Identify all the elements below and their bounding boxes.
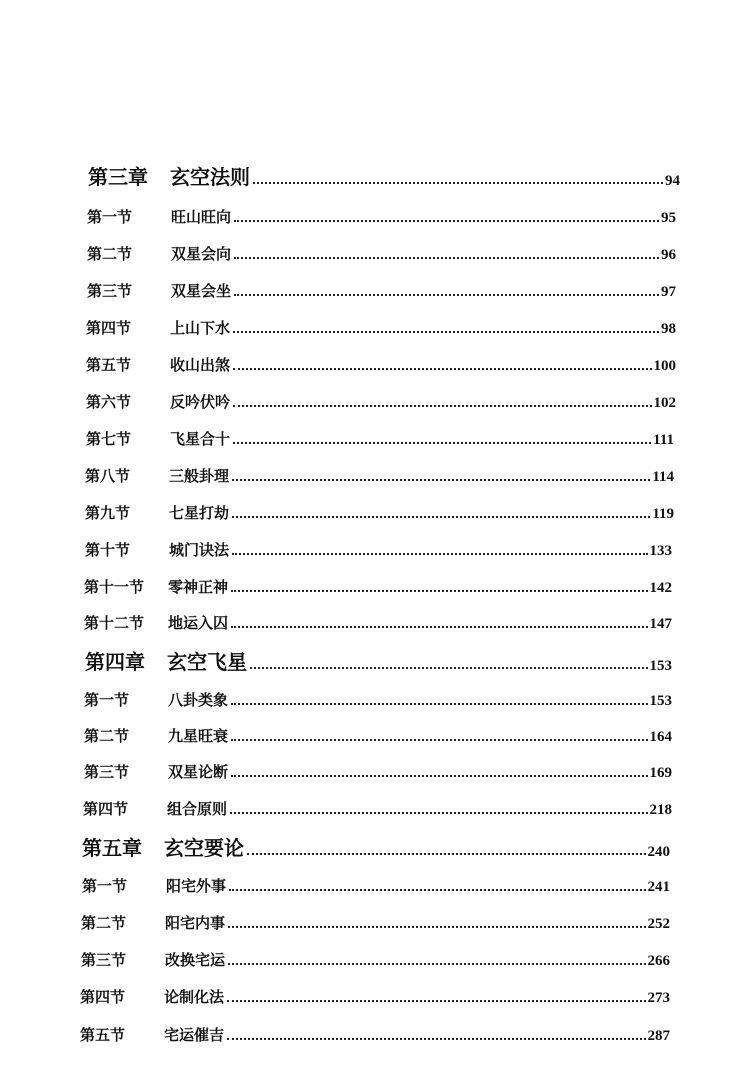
page-number: 98: [661, 321, 676, 337]
section-title: 收山出煞: [170, 356, 231, 374]
section-title: 零神正神: [168, 578, 229, 596]
dot-leader: [232, 516, 650, 518]
dot-leader: [253, 182, 663, 184]
dot-leader: [232, 553, 647, 555]
page-number: 169: [649, 765, 672, 781]
section-title: 飞星合十: [170, 430, 231, 448]
dot-leader: [228, 963, 645, 965]
toc-section-row: [87, 277, 676, 301]
page-number: 102: [653, 395, 676, 411]
page-number: 240: [647, 844, 670, 860]
toc-section-row: [85, 499, 674, 523]
page-number: 133: [649, 543, 672, 559]
toc-section-row: [86, 388, 676, 412]
toc-section-row: [85, 462, 674, 486]
section-title: 双星会坐: [171, 282, 232, 300]
dot-leader: [234, 257, 659, 259]
dot-leader: [234, 294, 659, 296]
section-title: 七星打劫: [169, 504, 230, 522]
dot-leader: [234, 220, 659, 222]
page-number: 273: [647, 990, 670, 1006]
section-title: 八卦类象: [168, 691, 229, 709]
section-title: 宅运催吉: [164, 1026, 225, 1044]
dot-leader: [229, 889, 645, 891]
page-number: 119: [652, 506, 674, 522]
toc-section-row: [81, 946, 670, 970]
section-number: 第四节: [80, 988, 126, 1006]
page-number: 114: [652, 469, 674, 485]
section-number: 第一节: [84, 691, 130, 709]
toc-section-row: [86, 314, 676, 338]
section-title: 改换宅运: [165, 951, 226, 969]
toc-chapter-row: [85, 645, 672, 675]
dot-leader: [231, 775, 647, 777]
section-number: 第九节: [85, 504, 131, 522]
toc-section-row: [80, 983, 670, 1007]
section-title: 三般卦理: [169, 467, 230, 485]
section-number: 第十一节: [84, 578, 145, 596]
section-number: 第二节: [84, 727, 130, 745]
toc-section-row: [83, 795, 672, 819]
dot-leader: [231, 590, 647, 592]
toc-section-row: [86, 351, 676, 375]
section-number: 第十节: [85, 541, 131, 559]
chapter-number: 第四章: [85, 650, 145, 674]
toc-section-row: [81, 909, 670, 933]
chapter-title: 玄空要论: [164, 836, 244, 860]
dot-leader: [233, 331, 659, 333]
section-title: 城门诀法: [169, 541, 230, 559]
section-number: 第五节: [80, 1026, 126, 1044]
toc-section-row: [82, 872, 670, 896]
section-title: 阳宅内事: [165, 914, 226, 932]
chapter-title: 玄空法则: [170, 165, 250, 189]
dot-leader: [233, 442, 651, 444]
section-number: 第三节: [84, 763, 130, 781]
toc-section-row: [84, 573, 672, 597]
section-number: 第八节: [85, 467, 131, 485]
chapter-number: 第三章: [88, 165, 148, 189]
section-title: 上山下水: [170, 319, 231, 337]
page-number: 153: [649, 693, 672, 709]
page-number: 95: [661, 210, 676, 226]
section-number: 第三节: [87, 282, 133, 300]
dot-leader: [233, 405, 651, 407]
dot-leader: [227, 1038, 645, 1040]
page-number: 94: [665, 173, 680, 189]
dot-leader: [233, 368, 651, 370]
dot-leader: [250, 667, 648, 669]
toc-section-row: [80, 1021, 670, 1045]
chapter-title: 玄空飞星: [167, 650, 247, 674]
dot-leader: [231, 739, 647, 741]
toc-section-row: [86, 425, 674, 449]
page-number: 153: [649, 658, 672, 674]
page-number: 164: [649, 729, 672, 745]
page-number: 287: [647, 1028, 670, 1044]
section-number: 第四节: [83, 800, 129, 818]
toc-chapter-row: [82, 831, 670, 861]
section-title: 组合原则: [167, 800, 228, 818]
dot-leader: [231, 703, 647, 705]
toc-section-row: [84, 722, 672, 746]
section-title: 反吟伏吟: [170, 393, 231, 411]
toc-section-row: [87, 203, 676, 227]
page-number: 252: [647, 916, 670, 932]
section-title: 九星旺衰: [168, 727, 229, 745]
page-number: 218: [649, 802, 672, 818]
dot-leader: [230, 812, 647, 814]
toc-section-row: [87, 240, 676, 264]
section-title: 阳宅外事: [166, 877, 227, 895]
section-title: 旺山旺向: [171, 208, 232, 226]
page-number: 100: [653, 358, 676, 374]
section-title: 论制化法: [164, 988, 225, 1006]
page-number: 142: [649, 580, 672, 596]
section-number: 第六节: [86, 393, 132, 411]
dot-leader: [231, 626, 647, 628]
section-number: 第七节: [86, 430, 132, 448]
section-number: 第五节: [86, 356, 132, 374]
section-title: 地运入囚: [168, 614, 229, 632]
toc-section-row: [85, 536, 672, 560]
toc-section-row: [84, 758, 672, 782]
section-number: 第一节: [82, 877, 128, 895]
toc-section-row: [84, 686, 672, 710]
page-number: 241: [647, 879, 670, 895]
page-number: 111: [653, 432, 674, 448]
section-number: 第十二节: [84, 614, 145, 632]
section-number: 第三节: [81, 951, 127, 969]
section-title: 双星会向: [171, 245, 232, 263]
section-number: 第四节: [86, 319, 132, 337]
dot-leader: [228, 926, 645, 928]
chapter-number: 第五章: [82, 836, 142, 860]
page-number: 96: [661, 247, 676, 263]
section-number: 第二节: [81, 914, 127, 932]
dot-leader: [247, 853, 646, 855]
toc-chapter-row: [88, 160, 680, 190]
page-number: 266: [647, 953, 670, 969]
page-number: 97: [661, 284, 676, 300]
section-number: 第二节: [87, 245, 133, 263]
toc-section-row: [84, 609, 672, 633]
section-title: 双星论断: [168, 763, 229, 781]
dot-leader: [232, 479, 650, 481]
dot-leader: [227, 1000, 645, 1002]
section-number: 第一节: [87, 208, 133, 226]
page-number: 147: [649, 616, 672, 632]
